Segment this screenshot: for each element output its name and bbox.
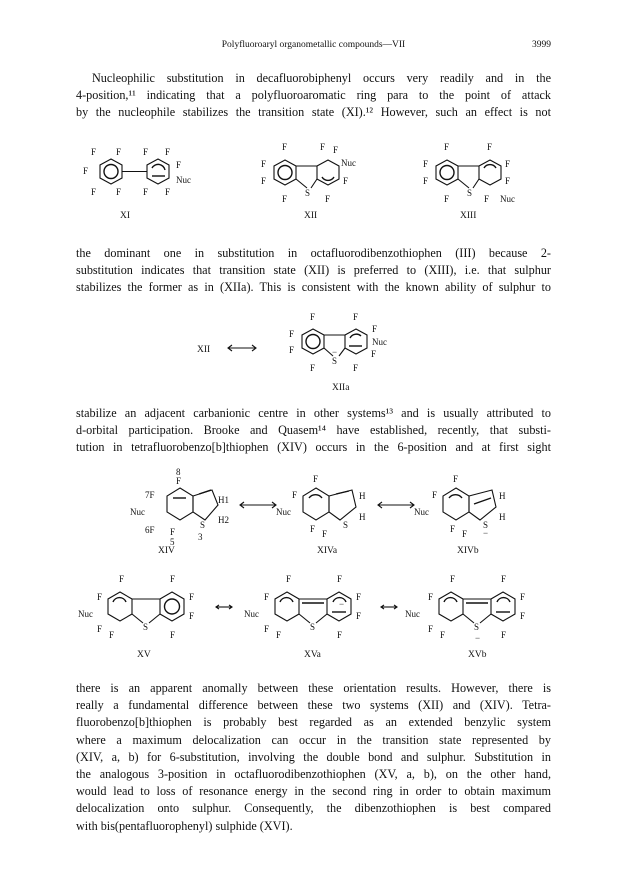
atom-f: F	[520, 611, 526, 621]
atom-s: S	[474, 622, 480, 632]
atom-f: F	[97, 592, 103, 602]
atom-f: F	[310, 312, 316, 322]
atom-6f: 6F	[145, 525, 155, 535]
structure-xiv	[130, 467, 229, 556]
caption-xiv: XIV	[158, 546, 175, 556]
atom-f: F	[165, 187, 171, 197]
structure-xvb	[405, 574, 525, 660]
atom-f: F	[261, 159, 267, 169]
scheme-xi-xii-xiii	[0, 136, 623, 226]
caption-xii: XII	[304, 211, 318, 221]
atom-f: F	[289, 345, 295, 355]
atom-f: F	[423, 176, 429, 186]
atom-h: H	[499, 512, 506, 522]
caption-xiia: XIIa	[332, 383, 350, 393]
atom-f: F	[143, 187, 149, 197]
locant-3: 3	[198, 532, 203, 542]
atom-nuc: Nuc	[276, 507, 291, 517]
atom-f: F	[264, 592, 270, 602]
atom-f: F	[310, 524, 316, 534]
text-line: d-orbital participation. Brooke and Quasem¹⁴ have established, recently, that substi-	[76, 423, 551, 438]
atom-nuc: Nuc	[341, 158, 356, 168]
scheme-xv	[0, 568, 623, 668]
atom-f: F	[282, 142, 288, 152]
atom-f: F	[310, 363, 316, 373]
atom-f: F	[505, 176, 511, 186]
atom-nuc: Nuc	[176, 175, 191, 185]
atom-f: F	[292, 490, 298, 500]
atom-f: F	[343, 176, 349, 186]
atom-f: F	[91, 187, 97, 197]
atom-f: F	[520, 592, 526, 602]
resonance-arrow	[378, 502, 414, 508]
running-title: Polyfluoroaryl organometallic compounds—VII	[221, 40, 406, 50]
atom-nuc: Nuc	[372, 337, 387, 347]
atom-f: F	[484, 194, 490, 204]
text-line: where a maximum delocalization can occur in the transition state represented by	[76, 732, 551, 747]
atom-f: F	[119, 574, 125, 584]
atom-f: F	[289, 329, 295, 339]
text-line: tution in tetrafluorobenzo[b]thiophen (XIV) occurs in the 6-position and at first sight	[76, 440, 551, 455]
atom-f: F	[487, 142, 493, 152]
atom-f: F	[109, 630, 115, 640]
atom-f: F	[444, 142, 450, 152]
atom-s: S	[467, 188, 473, 198]
structure-xiii	[423, 142, 515, 221]
atom-f: F	[170, 527, 176, 537]
atom-h: H	[499, 491, 506, 501]
atom-f: F	[320, 142, 326, 152]
atom-f: F	[116, 187, 122, 197]
caption-xiii: XIII	[460, 211, 477, 221]
text-line: 4-position,¹¹ indicating that a polyfluoroaromatic ring para to the point of attack	[76, 88, 551, 103]
paragraph-3	[76, 405, 551, 457]
atom-h1: H1	[218, 495, 229, 505]
paragraph-1	[76, 70, 551, 122]
charge-minus: −	[475, 633, 481, 643]
atom-f: F	[325, 194, 331, 204]
atom-f: F	[501, 630, 507, 640]
resonance-arrow	[228, 345, 256, 351]
atom-f: F	[353, 363, 359, 373]
atom-f: F	[428, 592, 434, 602]
caption-xv: XV	[137, 650, 151, 660]
charge-minus: −	[339, 599, 345, 609]
caption-xvb: XVb	[468, 650, 487, 660]
atom-f: F	[333, 145, 339, 155]
scheme-xiv	[0, 463, 623, 563]
atom-s: S	[305, 188, 311, 198]
atom-f: F	[337, 630, 343, 640]
atom-f: F	[423, 159, 429, 169]
text-line: really a fundamental difference between these two systems (XII) and (XIV). Tetra-	[76, 698, 551, 713]
paragraph-2	[76, 245, 551, 297]
text-line: substitution indicates that transition state (XII) is preferred to (XIII), i.e. that sulphur	[76, 263, 551, 278]
text-line: with bis(pentafluorophenyl) sulphide (XVI).	[76, 818, 293, 833]
atom-f: F	[276, 630, 282, 640]
structure-xiia	[289, 312, 387, 393]
atom-nuc: Nuc	[414, 507, 429, 517]
atom-f: F	[261, 176, 267, 186]
atom-s: S	[310, 622, 316, 632]
atom-h2: H2	[218, 515, 229, 525]
atom-f: F	[505, 159, 511, 169]
atom-f: F	[176, 476, 182, 486]
atom-f: F	[264, 624, 270, 634]
atom-f: F	[501, 574, 507, 584]
atom-s: S	[200, 520, 206, 530]
atom-f: F	[322, 529, 328, 539]
page-number: 3999	[532, 40, 551, 50]
atom-f: F	[432, 490, 438, 500]
atom-f: F	[189, 611, 195, 621]
atom-f: F	[453, 474, 459, 484]
caption-xii-ref: XII	[197, 345, 211, 355]
atom-f: F	[143, 147, 149, 157]
atom-f: F	[97, 624, 103, 634]
atom-f: F	[165, 147, 171, 157]
atom-f: F	[428, 624, 434, 634]
structure-xivb	[414, 474, 506, 556]
atom-s: S	[332, 356, 338, 366]
atom-h: H	[359, 491, 366, 501]
structure-xiva	[276, 474, 366, 556]
resonance-arrow	[240, 502, 276, 508]
paragraph-4	[76, 680, 551, 835]
atom-f: F	[313, 474, 319, 484]
atom-nuc: Nuc	[500, 194, 515, 204]
locant-5: 5	[170, 537, 175, 547]
atom-f: F	[356, 611, 362, 621]
text-line: the analogous 3-position in octafluorodibenzothiophen (XV, a, b), on the other hand,	[76, 767, 551, 782]
structure-xii	[261, 142, 356, 221]
atom-f: F	[450, 524, 456, 534]
locant-8: 8	[176, 467, 181, 477]
atom-f: F	[353, 312, 359, 322]
atom-f: F	[450, 574, 456, 584]
atom-f: F	[170, 574, 176, 584]
text-line: there is an apparent anomally between these orientation results. However, there is	[76, 681, 551, 695]
atom-f: F	[440, 630, 446, 640]
atom-nuc: Nuc	[130, 507, 145, 517]
text-line: would lead to loss of resonance energy in the second ring in order to obtain maximum	[76, 784, 551, 799]
scheme-xiia	[0, 305, 623, 400]
caption-xi: XI	[120, 211, 131, 221]
caption-xivb: XIVb	[457, 546, 479, 556]
atom-f: F	[83, 166, 89, 176]
resonance-arrow	[381, 605, 397, 609]
atom-f: F	[462, 529, 468, 539]
atom-f: F	[170, 630, 176, 640]
charge-minus: −	[483, 528, 489, 538]
atom-f: F	[176, 160, 182, 170]
atom-f: F	[189, 592, 195, 602]
atom-f: F	[286, 574, 292, 584]
atom-h: H	[359, 512, 366, 522]
text-line: delocalization onto sulphur. Consequently, the dibenzothiophen is best compared	[76, 801, 551, 816]
text-line: (XIV, a, b) for 6-substitution, involving the double bond and sulphur. Substitution in	[76, 749, 551, 764]
structure-xv	[78, 574, 194, 660]
atom-nuc: Nuc	[405, 609, 420, 619]
caption-xva: XVa	[304, 650, 321, 660]
caption-xiva: XIVa	[317, 546, 338, 556]
structure-xi	[83, 147, 191, 221]
atom-7f: 7F	[145, 490, 155, 500]
text-line: Nucleophilic substitution in decafluorobiphenyl occurs very readily and in the	[92, 71, 551, 85]
text-line: stabilize an adjacent carbanionic centre in other systems¹³ and is usually attributed to	[76, 406, 551, 420]
atom-s: S	[343, 520, 349, 530]
atom-f: F	[372, 324, 378, 334]
atom-s: S	[483, 520, 489, 530]
text-line: stabilizes the former as in (XIIa). This is consistent with the known ability of sulphur to	[76, 280, 551, 295]
text-line: the dominant one in substitution in octafluorodibenzothiophen (III) because 2-	[76, 246, 551, 260]
resonance-arrow	[216, 605, 232, 609]
atom-f: F	[444, 194, 450, 204]
atom-f: F	[91, 147, 97, 157]
atom-f: F	[116, 147, 122, 157]
atom-f: F	[356, 592, 362, 602]
atom-f: F	[282, 194, 288, 204]
structure-xva	[244, 574, 361, 660]
atom-f: F	[371, 349, 377, 359]
atom-f: F	[337, 574, 343, 584]
atom-nuc: Nuc	[244, 609, 259, 619]
text-line: fluorobenzo[b]thiophen is probably best regarded as an extended benzylic system	[76, 715, 551, 730]
charge-minus: −	[332, 347, 338, 357]
atom-nuc: Nuc	[78, 609, 93, 619]
text-line: by the nucleophile stabilizes the transition state (XI).¹² However, such an effect is not	[76, 105, 551, 120]
atom-s: S	[143, 622, 149, 632]
running-header	[76, 40, 551, 54]
